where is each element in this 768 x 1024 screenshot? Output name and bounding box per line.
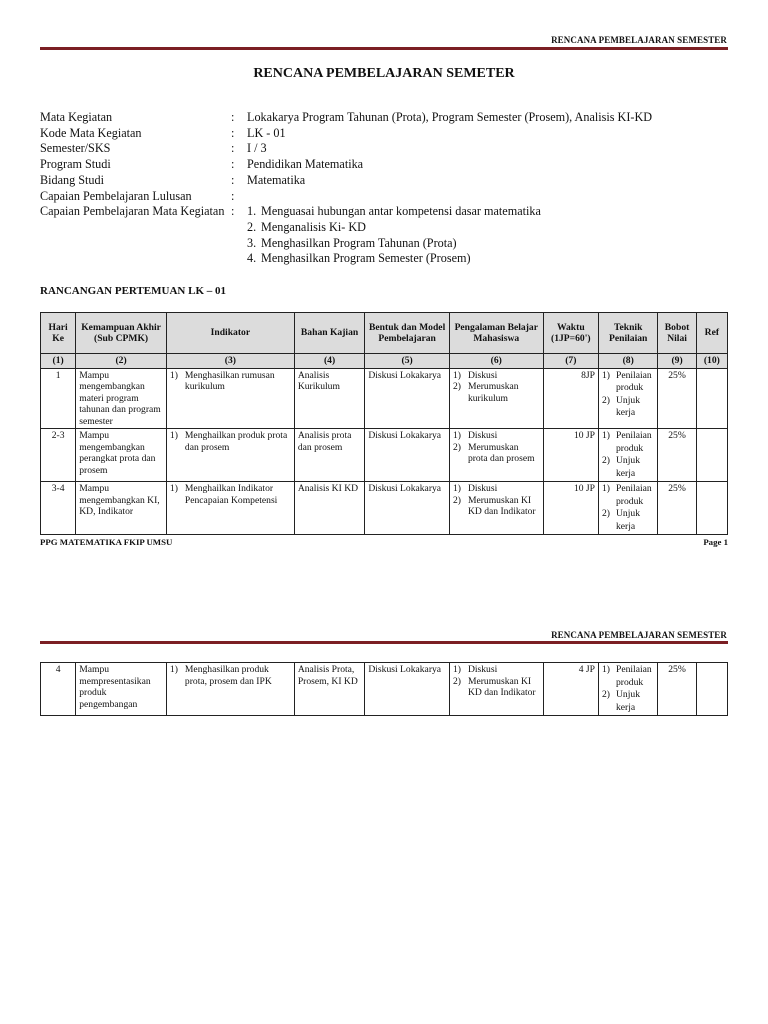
column-number: (5) (365, 354, 450, 369)
list-item: 1) Diskusi (452, 483, 498, 494)
cell-indikator (166, 368, 294, 429)
cell-ref (696, 429, 727, 482)
cell-kemampuan: Mampu mengembangkan perangkat prota dan prosem (76, 429, 167, 482)
column-header: Pengalaman Belajar Mahasiswa (449, 313, 543, 354)
cell-pengalaman (449, 663, 543, 716)
cell-bentuk: Diskusi Lokakarya (365, 482, 450, 535)
list-item: 2) Unjuk kerja (602, 689, 640, 713)
list-item: 1) Menghasilkan rumusan kurikulum (169, 369, 275, 392)
list-item: 1) Diskusi (452, 430, 498, 441)
info-row: Mata Kegiatan : Lokakarya Program Tahunan (Prota), Program Semester (Prosem), Analisis KI-KD (40, 110, 653, 124)
running-header: RENCANA PEMBELAJARAN SEMESTER (551, 630, 727, 640)
list-item: 1) Penilaian produk (602, 430, 652, 454)
header-rule (40, 641, 728, 644)
info-row: Program Studi : Pendidikan Matematika (40, 157, 364, 172)
cell-teknik (599, 429, 658, 482)
info-row: Bidang Studi : Matematika (40, 172, 306, 187)
cell-indikator (166, 482, 294, 535)
column-number: (3) (166, 354, 294, 369)
cell-ref (696, 368, 727, 429)
info-row: Semester/SKS : I / 3 (40, 141, 267, 156)
column-header: Teknik Penilaian (599, 313, 658, 354)
cell-teknik (599, 368, 658, 429)
footer-left: PPG MATEMATIKA FKIP UMSU (40, 537, 173, 547)
cell-hari: 1 (41, 368, 76, 429)
cell-waktu: 4 JP (543, 663, 598, 716)
column-number: (1) (41, 354, 76, 369)
cell-waktu: 10 JP (543, 482, 598, 535)
list-item: 2) Unjuk kerja (602, 394, 640, 418)
page-footer (40, 537, 728, 547)
list-item: 1) Diskusi (452, 369, 498, 381)
page-number: Page 1 (703, 537, 728, 547)
list-item: 1) Penilaian produk (602, 369, 652, 393)
cell-pengalaman (449, 482, 543, 535)
list-item: 2) Merumuskan kurikulum (452, 381, 519, 404)
list-item: 2) Merumuskan KI KD dan Indikator (452, 494, 536, 517)
column-header: Hari Ke (41, 313, 76, 354)
cell-bobot: 25% (658, 429, 696, 482)
cell-pengalaman (449, 368, 543, 429)
meeting-plan-table (40, 312, 728, 535)
list-item: 2. Menganalisis Ki- KD (247, 219, 366, 234)
cell-bobot: 25% (658, 368, 696, 429)
info-row: Capaian Pembelajaran Mata Kegiatan : 1. Menguasai hubungan antar kompetensi dasar matematika 2. Menganalisis Ki- KD 3. Menghasilkan Program Tahunan (Prota) 4. Menghasilkan Program Semester (Prosem) (40, 204, 541, 266)
list-item: 1) Penilaian produk (602, 483, 652, 507)
cell-indikator (166, 429, 294, 482)
list-item: 2) Merumuskan prota dan prosem (452, 441, 535, 464)
table-row (41, 663, 728, 716)
list-item: 2) Merumuskan KI KD dan Indikator (452, 675, 536, 698)
info-row: Kode Mata Kegiatan : LK - 01 (40, 125, 286, 140)
column-number-row (41, 354, 728, 369)
cell-hari: 4 (41, 663, 76, 716)
column-header: Kemampuan Akhir (Sub CPMK) (76, 313, 167, 354)
cell-bobot: 25% (658, 482, 696, 535)
cell-bobot: 25% (658, 663, 696, 716)
list-item: 3. Menghasilkan Program Tahunan (Prota) (247, 235, 457, 250)
course-info (40, 110, 652, 267)
column-header: Waktu (1JP=60') (543, 313, 598, 354)
cell-hari: 3-4 (41, 482, 76, 535)
document-title: RENCANA PEMBELAJARAN SEMETER (253, 66, 515, 81)
cell-teknik (599, 663, 658, 716)
cell-bahan: Analisis Prota, Prosem, KI KD (294, 663, 365, 716)
cell-bahan: Analisis KI KD (294, 482, 365, 535)
section-title: RANCANGAN PERTEMUAN LK – 01 (40, 285, 227, 297)
cell-ref (696, 663, 727, 716)
cell-bentuk: Diskusi Lokakarya (365, 429, 450, 482)
column-header: Bentuk dan Model Pembelajaran (365, 313, 450, 354)
info-row: Capaian Pembelajaran Lulusan : (40, 188, 235, 203)
column-number: (6) (449, 354, 543, 369)
list-item: 4. Menghasilkan Program Semester (Prosem) (247, 251, 471, 266)
list-item: 1) Menghasilkan produk prota, prosem dan IPK (169, 664, 272, 687)
cell-hari: 2-3 (41, 429, 76, 482)
running-header: RENCANA PEMBELAJARAN SEMESTER (551, 35, 727, 45)
column-number: (8) (599, 354, 658, 369)
list-item: 1) Menghailkan Indikator Pencapaian Kompetensi (169, 483, 278, 506)
cell-waktu: 8JP (543, 368, 598, 429)
cell-indikator (166, 663, 294, 716)
list-item: 2) Unjuk kerja (602, 508, 640, 532)
column-number: (7) (543, 354, 598, 369)
list-item: 1) Penilaian produk (602, 664, 652, 688)
cell-bahan: Analisis prota dan prosem (294, 429, 365, 482)
table-row (41, 368, 728, 429)
cell-bentuk: Diskusi Lokakarya (365, 368, 450, 429)
cell-teknik (599, 482, 658, 535)
column-number: (4) (294, 354, 365, 369)
cpmk-list (247, 204, 541, 267)
column-header: Ref (696, 313, 727, 354)
list-item: 2) Unjuk kerja (602, 455, 640, 479)
cell-bentuk: Diskusi Lokakarya (365, 663, 450, 716)
table-row (41, 482, 728, 535)
cell-kemampuan: Mampu mengembangkan KI, KD, Indikator (76, 482, 167, 535)
column-header: Bobot Nilai (658, 313, 696, 354)
column-number: (9) (658, 354, 696, 369)
table-row (41, 429, 728, 482)
list-item: 1) Menghailkan produk prota dan prosem (169, 430, 288, 453)
header-rule (40, 47, 728, 50)
cell-pengalaman (449, 429, 543, 482)
column-header: Indikator (166, 313, 294, 354)
column-header: Bahan Kajian (294, 313, 365, 354)
column-number: (2) (76, 354, 167, 369)
cell-waktu: 10 JP (543, 429, 598, 482)
list-item: 1) Diskusi (452, 664, 498, 675)
table-header-row (41, 313, 728, 354)
meeting-plan-table-continued (40, 662, 728, 716)
cell-kemampuan: Mampu mengembangkan materi program tahunan dan program semester (76, 368, 167, 429)
column-number: (10) (696, 354, 727, 369)
list-item: 1. Menguasai hubungan antar kompetensi dasar matematika (247, 204, 541, 219)
cell-kemampuan: Mampu mempresentasikan produk pengembangan (76, 663, 167, 716)
cell-ref (696, 482, 727, 535)
cell-bahan: Analisis Kurikulum (294, 368, 365, 429)
